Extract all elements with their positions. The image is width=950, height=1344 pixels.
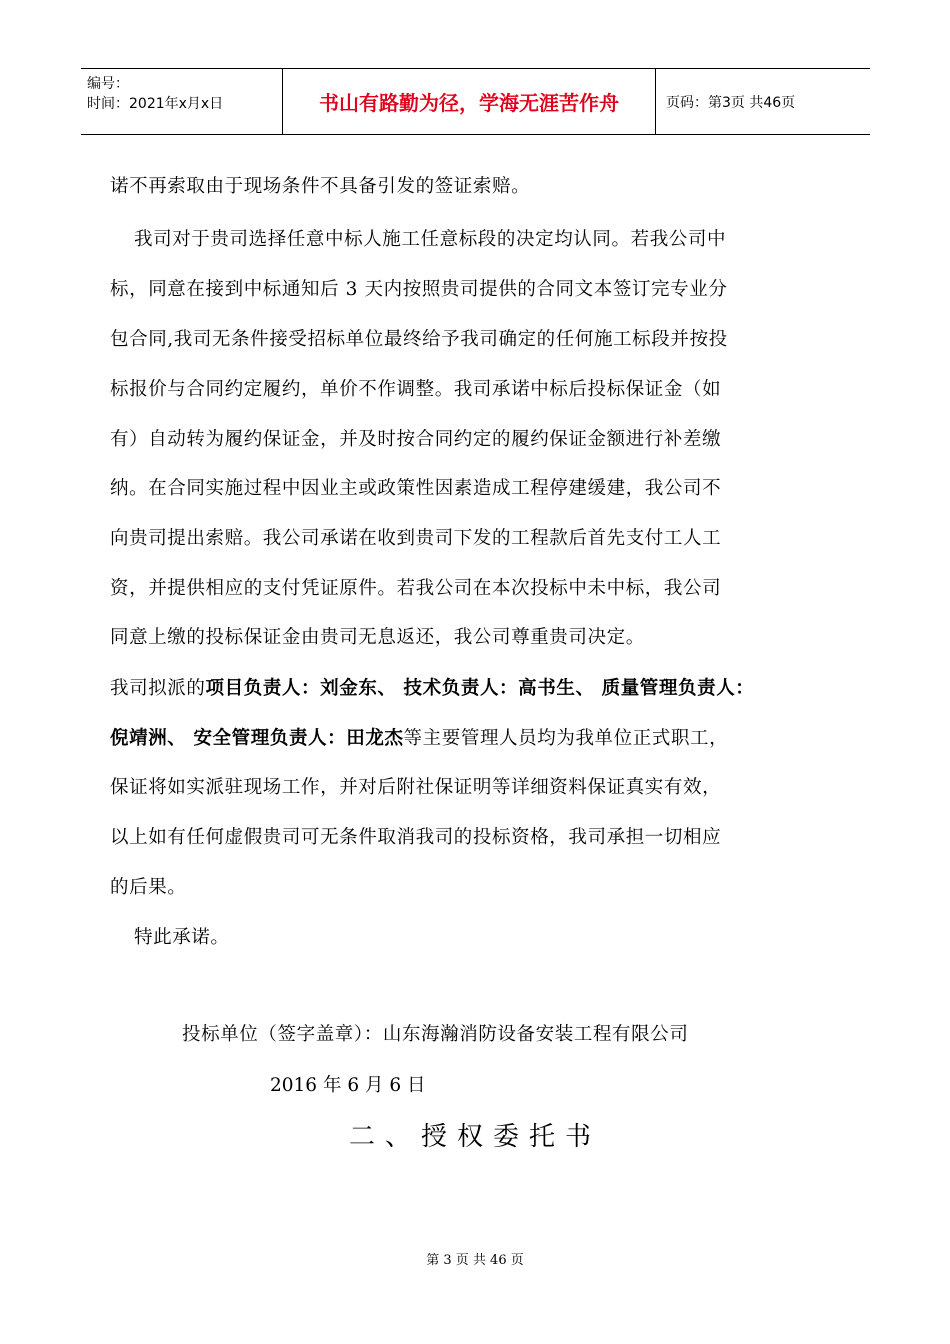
bidder-signature: 投标单位（签字盖章）：山东海瀚消防设备安装工程有限公司: [182, 1024, 689, 1045]
text-line: 诺不再索取由于现场条件不具备引发的签证索赔。: [110, 176, 531, 197]
personnel-list: 项目负责人：刘金东、 技术负责人：高书生、 质量管理负责人：: [205, 678, 755, 699]
text-line: [110, 674, 754, 700]
header-motto: 书山有路勤为径，学海无涯苦作舟: [283, 69, 656, 134]
personnel-list: 倪靖洲、 安全管理负责人：田龙杰: [110, 728, 404, 749]
text-line: 同意上缴的投标保证金由贵司无息返还，我公司尊重贵司决定。: [110, 627, 645, 648]
page-header: [81, 68, 870, 135]
text-line: 向贵司提出索赔。我公司承诺在收到贵司下发的工程款后首先支付工人工: [110, 528, 722, 549]
signature-date: 2016 年 6 月 6 日: [270, 1075, 426, 1096]
text-line: 以上如有任何虚假贵司可无条件取消我司的投标资格，我司承担一切相应: [110, 827, 722, 848]
text-line: 包合同,我司无条件接受招标单位最终给予我司确定的任何施工标段并按投: [110, 329, 728, 350]
text-line: 我司对于贵司选择任意中标人施工任意标段的决定均认同。若我公司中: [134, 229, 727, 250]
text-run: 等主要管理人员均为我单位正式职工，: [403, 728, 729, 749]
text-line: 标报价与合同约定履约，单价不作调整。我司承诺中标后投标保证金（如: [110, 379, 722, 400]
header-page-info: 页码：第3页 共46页: [666, 94, 796, 111]
text-line: 保证将如实派驻现场工作，并对后附社保证明等详细资料保证真实有效，: [110, 777, 722, 798]
text-run: 我司拟派的: [110, 678, 206, 699]
header-meta: [81, 69, 283, 134]
text-line: 资，并提供相应的支付凭证原件。若我公司在本次投标中未中标，我公司: [110, 578, 722, 599]
text-line: [110, 724, 728, 750]
section-title: 二、授权委托书: [348, 1122, 601, 1152]
closing-text: 特此承诺。: [134, 927, 230, 948]
number-label: 编号：: [87, 76, 129, 92]
page-footer: 第 3 页 共 46 页: [426, 1253, 524, 1268]
time-label: 时间：2021年x月x日: [87, 96, 224, 112]
text-line: 纳。在合同实施过程中因业主或政策性因素造成工程停建缓建，我公司不: [110, 478, 722, 499]
text-line: 的后果。: [110, 877, 187, 898]
text-line: 有）自动转为履约保证金，并及时按合同约定的履约保证金额进行补差缴: [110, 429, 722, 450]
text-line: 标，同意在接到中标通知后 3 天内按照贵司提供的合同文本签订完专业分: [110, 279, 728, 300]
